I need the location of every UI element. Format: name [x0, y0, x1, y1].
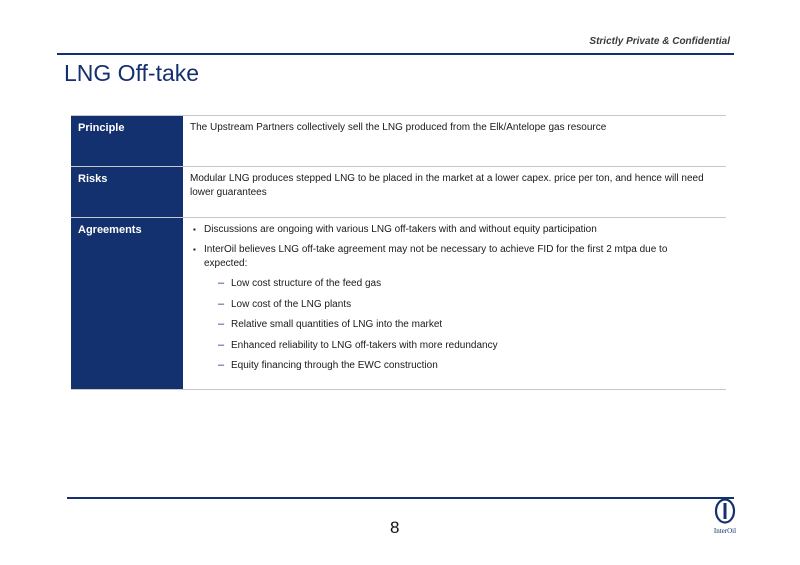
sub-bullet-text: Enhanced reliability to LNG off-takers with more redundancy	[231, 339, 498, 351]
list-item	[190, 243, 726, 271]
content-table	[71, 115, 726, 390]
interoil-logo	[709, 498, 741, 538]
row-label-agreements: Agreements	[71, 218, 183, 389]
list-item	[190, 223, 726, 237]
principle-text: The Upstream Partners collectively sell the LNG produced from the Elk/Antelope gas resource	[190, 122, 607, 133]
sub-list-item	[190, 298, 726, 312]
square-bullet-icon: ▪	[193, 225, 196, 234]
dash-bullet-icon: –	[218, 297, 225, 310]
square-bullet-icon: ▪	[193, 245, 196, 254]
confidentiality-notice: Strictly Private & Confidential	[589, 36, 730, 47]
page-title: LNG Off-take	[64, 60, 200, 86]
table-row-risks	[71, 167, 726, 218]
row-label-principle: Principle	[71, 116, 183, 166]
sub-bullet-text: Low cost structure of the feed gas	[231, 278, 382, 289]
table-row-agreements	[71, 218, 726, 390]
sub-list-item	[190, 359, 726, 373]
sub-list-item	[190, 339, 726, 353]
sub-list-item	[190, 277, 726, 291]
logo-wordmark: InterOil	[713, 527, 737, 535]
header-divider	[57, 53, 734, 55]
sub-bullet-text: Equity financing through the EWC construction	[231, 360, 438, 371]
sub-list-item	[190, 318, 726, 332]
footer-divider	[67, 497, 734, 499]
dash-bullet-icon: –	[218, 359, 225, 371]
dash-bullet-icon: –	[218, 277, 225, 289]
dash-bullet-icon: –	[218, 318, 225, 330]
bullet-text: InterOil believes LNG off-take agreement may not be necessary to achieve FID for the first 2 mtpa due to expected:	[204, 244, 668, 269]
sub-bullet-list	[190, 277, 726, 373]
dash-bullet-icon: –	[218, 338, 225, 351]
agreements-content	[183, 218, 726, 389]
row-label-risks: Risks	[71, 167, 183, 217]
sub-bullet-text: Low cost of the LNG plants	[231, 298, 352, 310]
risks-text: Modular LNG produces stepped LNG to be placed in the market at a lower capex. price per ton, and hence will need lower guarantees	[190, 173, 704, 198]
bullet-text: Discussions are ongoing with various LNG off-takers with and without equity participation	[204, 224, 597, 235]
sub-bullet-text: Relative small quantities of LNG into the market	[231, 319, 443, 330]
table-row-principle	[71, 116, 726, 167]
page-number: 8	[390, 518, 400, 537]
